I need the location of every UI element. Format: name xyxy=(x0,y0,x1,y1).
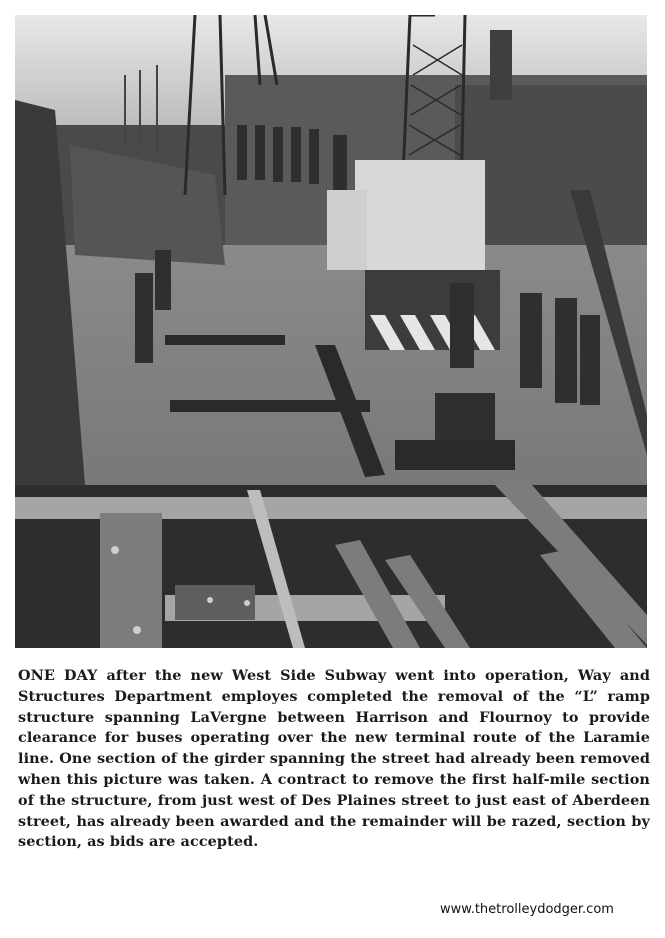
caption-body: after the new West Side Subway went into operation, Way and Structures Department employes completed the removal of the “L” ramp structure spanning LaVergne between Harrison and Flournoy to provide clearance for buses operating over the new terminal route of the Laramie line. One section of the girder spanning the street had already been removed when this picture was taken. A contract to remove the first half-mile section of the structure, from just west of Des Plaines street to just east of Aberdeen street, has already been awarded and the remainder will be razed, section by section, as bids are accepted. xyxy=(18,667,650,851)
historic-photo xyxy=(15,15,647,648)
photo-caption xyxy=(18,666,650,853)
photo-illustration xyxy=(15,15,647,648)
source-watermark: www.thetrolleydodger.com xyxy=(440,902,614,917)
caption-lead: ONE DAY xyxy=(18,667,98,684)
